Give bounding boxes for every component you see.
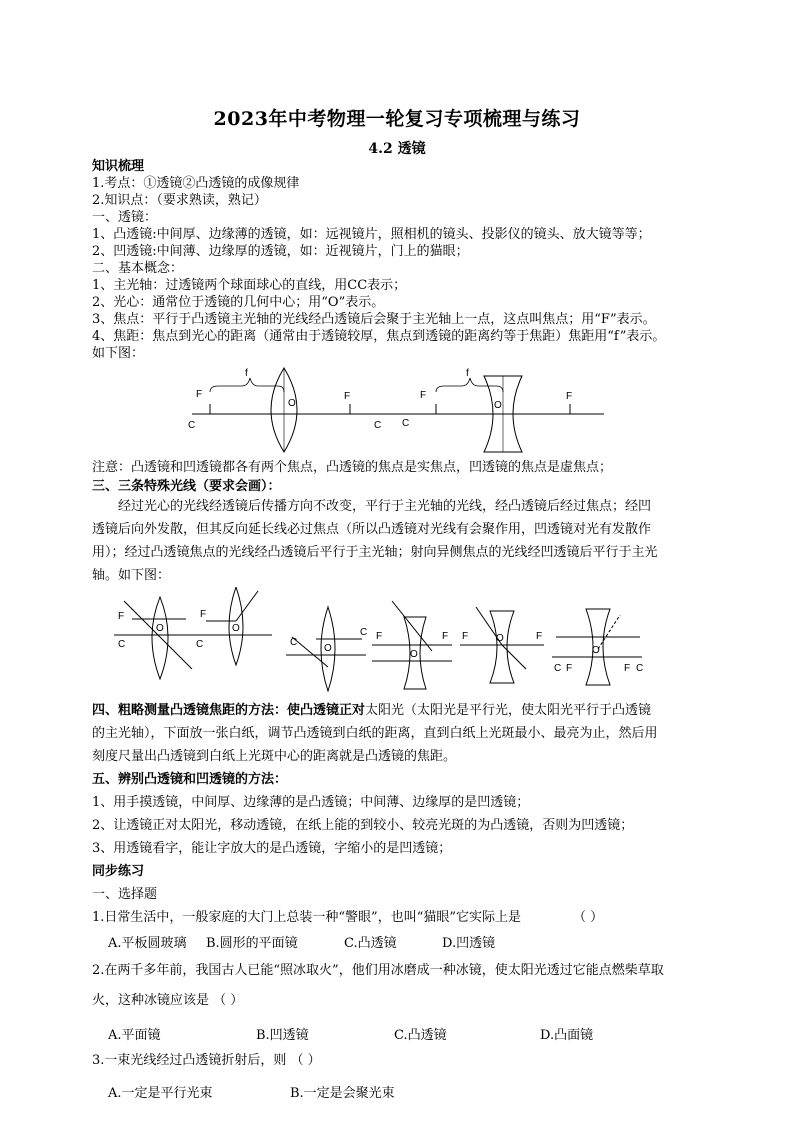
- axis-label: C: [188, 420, 196, 431]
- section-3-line: 透镜后向外发散，但其反向延长线必过焦点（所以凸透镜对光线有会聚作用，凹透镜对光有发散作: [92, 522, 652, 537]
- focus-label: F: [442, 631, 449, 642]
- ray-diagram: [372, 601, 452, 689]
- option-b: B.圆形的平面镜: [206, 936, 298, 951]
- section-3-heading: 三、三条特殊光线（要求会画）：: [92, 479, 281, 494]
- knowledge-heading: 知识梳理: [92, 159, 145, 174]
- ray-diagram: [196, 587, 272, 665]
- section-2-item: 4、焦距：焦点到光心的距离（通常由于透镜较厚，焦点到透镜的距离约等于焦距）焦距用“f”表示。: [92, 329, 666, 344]
- optical-center-label: O: [592, 645, 600, 656]
- section-2-item: 3、焦点：平行于凸透镜主光轴的光线经凸透镜后会聚于主光轴上一点，这点叫焦点；用“F”表示。: [92, 312, 656, 327]
- focus-label: F: [118, 611, 125, 622]
- page-title: 2023年中考物理一轮复习专项梳理与练习: [213, 108, 581, 130]
- axis-label: C: [118, 639, 126, 650]
- practice-heading: 同步练习: [92, 864, 145, 879]
- section-2-item: 2、光心：通常位于透镜的几何中心；用“O”表示。: [92, 295, 385, 310]
- ray-diagram: [286, 607, 367, 691]
- page-subtitle: 4.2 透镜: [368, 141, 426, 157]
- optical-center-label: O: [324, 643, 332, 654]
- optical-center-label: O: [232, 623, 240, 634]
- section-4-line: 的主光轴），下面放一张白纸，调节凸透镜到白纸的距离，直到白纸上光斑最小、最亮为止，然后用: [92, 726, 658, 741]
- note-text: 注意：凸透镜和凹透镜都各有两个焦点，凸透镜的焦点是实焦点，凹透镜的焦点是虚焦点；: [92, 460, 613, 475]
- question-2-stem: 2.在两千多年前，我国古人已能“照冰取火”，他们用冰磨成一种冰镜，使太阳光透过它能点燃柴草取: [92, 963, 664, 978]
- section-5-item: 3、用透镜看字，能让字放大的是凸透镜，字缩小的是凹透镜；: [92, 841, 452, 856]
- answer-blank: （ ）: [573, 910, 604, 925]
- option-c: C.凸透镜: [394, 1028, 447, 1043]
- axis-label: C: [636, 663, 644, 674]
- points-intro: 2.知识点：（要求熟读，熟记）: [92, 193, 267, 208]
- section-4-heading: 四、粗略测量凸透镜焦距的方法：使凸透镜正对: [92, 703, 366, 718]
- option-d: D.凹透镜: [442, 936, 496, 951]
- option-d: D.凸面镜: [540, 1028, 594, 1043]
- focus-label: F: [344, 391, 351, 402]
- focal-length-figure: [92, 362, 712, 457]
- option-a: A.平板圆玻璃: [108, 936, 187, 951]
- axis-label: C: [196, 639, 204, 650]
- special-rays-figure: [86, 587, 706, 697]
- question-1-stem: 1.日常生活中，一般家庭的大门上总装一种“警眼”，也叫“猫眼”它实际上是: [92, 910, 521, 925]
- section-1-item: 1、凸透镜:中间厚、边缘薄的透镜，如：远视镜片，照相机的镜头、投影仪的镜头、放大镜等等；: [92, 227, 651, 242]
- ray-diagram: [552, 609, 643, 685]
- focus-label: F: [420, 390, 427, 401]
- option-a: A.平面镜: [108, 1028, 161, 1043]
- focal-length-label: f: [466, 368, 469, 379]
- axis-label: C: [554, 663, 562, 674]
- section-5-item: 1、用手摸透镜，中间厚、边缘薄的是凸透镜；中间薄、边缘厚的是凹透镜；: [92, 795, 530, 810]
- concave-lens-diagram: [402, 368, 604, 452]
- focus-label: F: [462, 631, 469, 642]
- exam-points: 1.考点：①透镜②凸透镜的成像规律: [92, 176, 300, 191]
- ray-diagram: [114, 597, 198, 679]
- question-3-options: [92, 1079, 712, 1103]
- section-2-item: 1、主光轴：过透镜两个球面球心的直线，用CC表示；: [92, 278, 407, 293]
- focus-label: F: [376, 631, 383, 642]
- section-4-text: 太阳光（太阳光是平行光，使太阳光平行于凸透镜: [365, 703, 652, 718]
- question-1-options: [92, 929, 712, 953]
- section-5-item: 2、让透镜正对太阳光，移动透镜，在纸上能的到较小、较亮光斑的为凸透镜，否则为凹透镜；: [92, 818, 634, 833]
- section-3-line: 轴。如下图：: [92, 568, 171, 583]
- focus-label: F: [566, 391, 573, 402]
- question-1: [92, 906, 712, 929]
- optical-center-label: O: [496, 633, 504, 644]
- question-2-stem: 火，这种冰镜应该是 （ ）: [92, 993, 244, 1008]
- convex-lens-diagram: [188, 368, 410, 452]
- optical-center-label: O: [288, 398, 296, 409]
- section-2-heading: 二、基本概念：: [92, 261, 184, 276]
- content-body: [92, 158, 712, 1103]
- optical-center-label: O: [410, 649, 418, 660]
- axis-label: C: [374, 420, 382, 431]
- option-b: B.一定是会聚光束: [290, 1086, 395, 1101]
- ray-diagram: [460, 607, 544, 683]
- focus-label: F: [200, 609, 207, 620]
- focus-label: F: [196, 389, 203, 400]
- section-4-line: 刻度尺量出凸透镜到白纸上光斑中心的距离就是凸透镜的焦距。: [92, 749, 457, 764]
- question-3-stem: 3.一束光线经过凸透镜折射后，则 （ ）: [92, 1053, 321, 1068]
- optical-center-label: O: [494, 400, 502, 411]
- focus-label: F: [566, 663, 573, 674]
- section-4-line: [92, 699, 712, 722]
- focal-length-label: f: [245, 368, 248, 379]
- axis-label: C: [402, 418, 410, 429]
- section-1-heading: 一、透镜：: [92, 210, 158, 225]
- section-3-line: 经过光心的光线经透镜后传播方向不改变，平行于主光轴的光线，经凸透镜后经过焦点；经凹: [118, 499, 652, 514]
- option-b: B.凹透镜: [256, 1028, 309, 1043]
- option-a: A.一定是平行光束: [108, 1086, 213, 1101]
- figure-intro: 如下图：: [92, 346, 145, 361]
- practice-subheading: 一、选择题: [92, 887, 158, 902]
- section-5-heading: 五、辨别凸透镜和凹透镜的方法：: [92, 772, 288, 787]
- axis-label: C: [290, 637, 298, 648]
- question-2-options: [92, 1021, 712, 1045]
- focus-label: F: [624, 663, 631, 674]
- section-3-line: 用）；经过凸透镜焦点的光线经凸透镜后平行于主光轴；射向异侧焦点的光线经凹透镜后平行于主光: [92, 545, 658, 560]
- optical-center-label: O: [156, 623, 164, 634]
- axis-label: C: [360, 627, 368, 638]
- section-1-item: 2、凹透镜:中间薄、边缘厚的透镜，如：近视镜片，门上的猫眼；: [92, 244, 469, 259]
- focus-label: F: [536, 631, 543, 642]
- option-c: C.凸透镜: [344, 936, 397, 951]
